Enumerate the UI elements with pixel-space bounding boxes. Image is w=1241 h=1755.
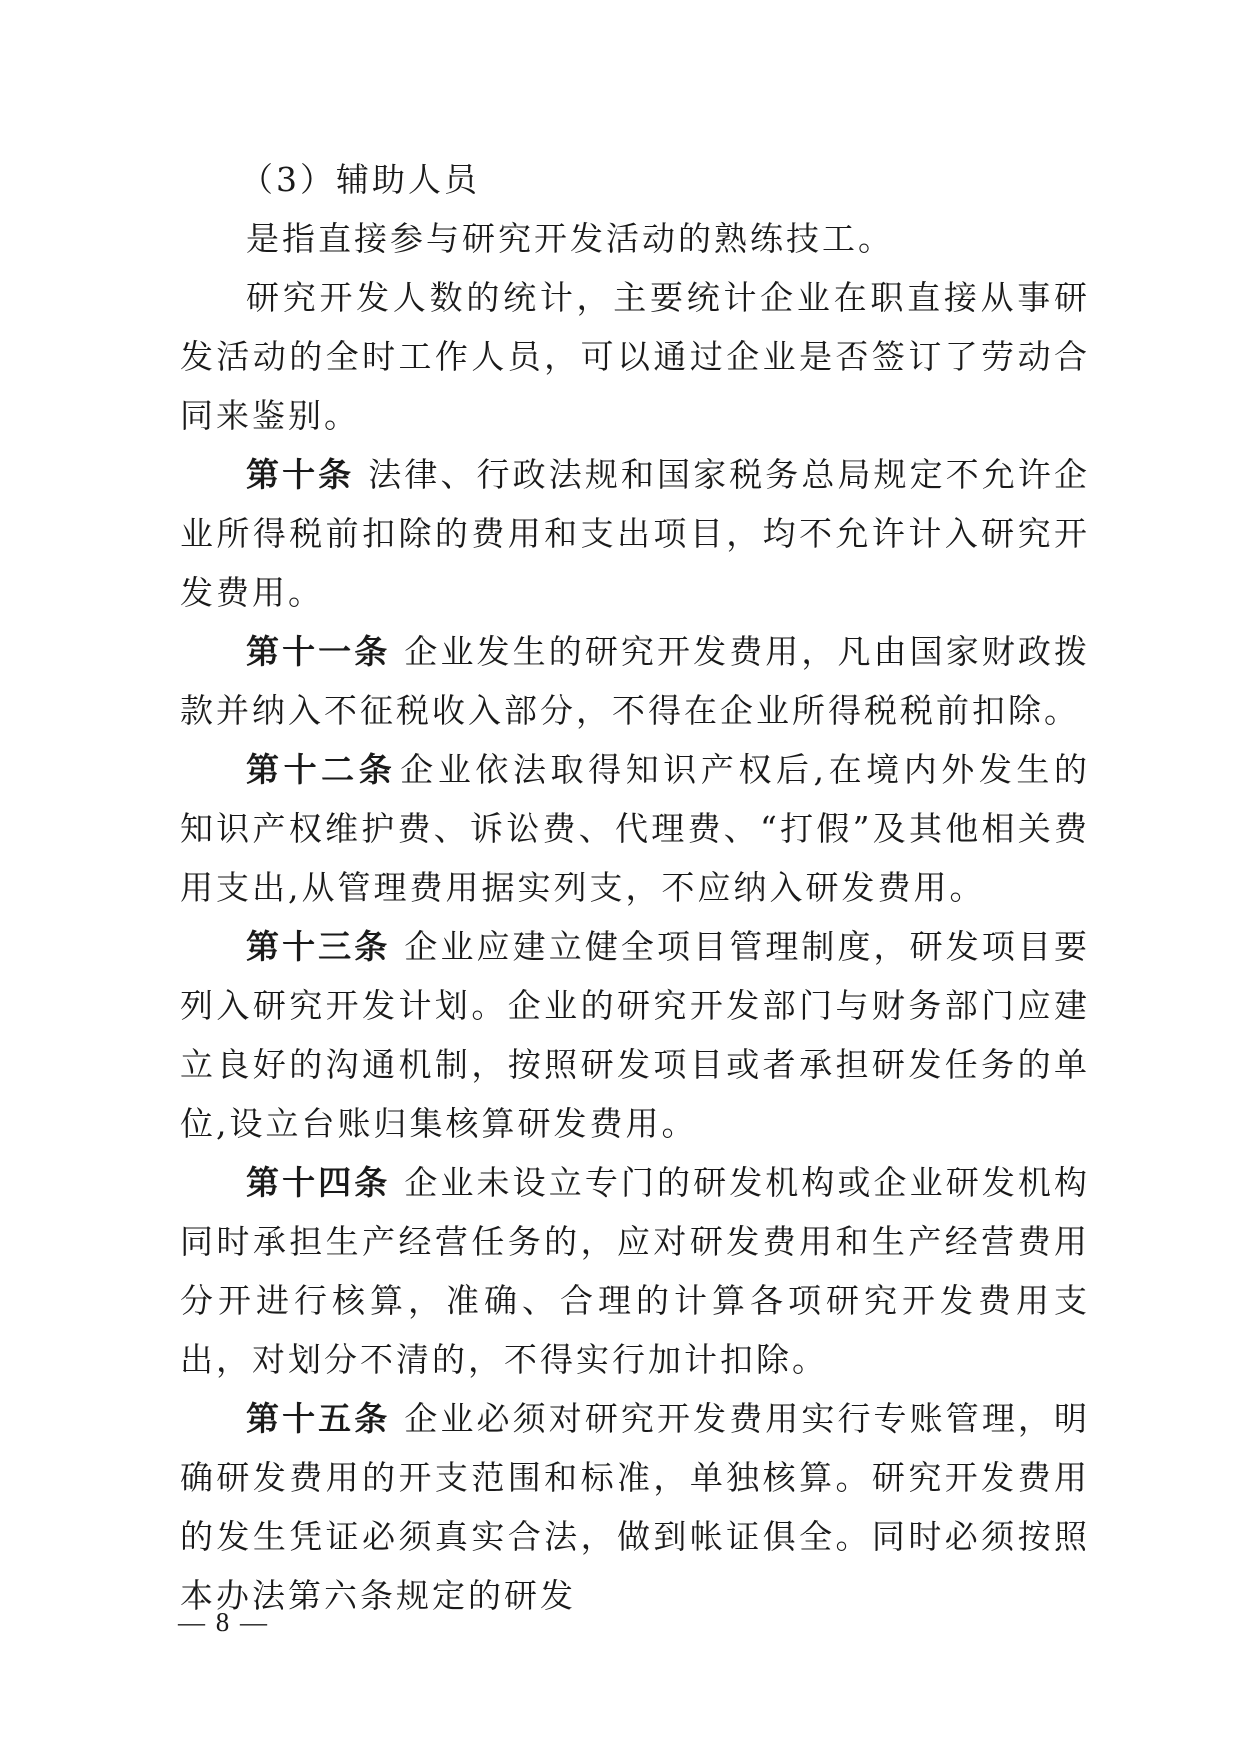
paragraph-text: 是指直接参与研究开发活动的熟练技工。: [246, 219, 894, 258]
article-11: [180, 622, 1090, 740]
article-text: 企业应建立健全项目管理制度，研发项目要列入研究开发计划。企业的研究开发部门与财务部门应建立良好的沟通机制，按照研发项目或者承担研发任务的单位,设立台账归集核算研发费用。: [180, 927, 1091, 1143]
paragraph-text: 研究开发人数的统计，主要统计企业在职直接从事研发活动的全时工作人员，可以通过企业是否签订了劳动合同来鉴别。: [180, 278, 1090, 435]
article-text: 企业依法取得知识产权后,在境内外发生的知识产权维护费、诉讼费、代理费、“打假”及其他相关费用支出,从管理费用据实列支，不应纳入研发费用。: [180, 750, 1090, 907]
article-label: 第十条: [246, 455, 355, 494]
article-text: 法律、行政法规和国家税务总局规定不允许企业所得税前扣除的费用和支出项目，均不允许计入研究开发费用。: [180, 455, 1091, 612]
paragraph-staff-count: [180, 268, 1090, 445]
article-10: [180, 445, 1090, 622]
article-label: 第十五条: [246, 1399, 391, 1438]
article-13: [180, 917, 1090, 1153]
article-label: 第十一条: [246, 632, 391, 671]
paragraph-text: （3）辅助人员: [240, 160, 480, 199]
article-text: 企业必须对研究开发费用实行专账管理，明确研发费用的开支范围和标准，单独核算。研究开发费用的发生凭证必须真实合法，做到帐证俱全。同时必须按照本办法第六条规定的研发: [180, 1399, 1091, 1615]
article-12: [180, 740, 1090, 917]
article-label: 第十二条: [246, 750, 397, 789]
page-number: — 8 —: [178, 1607, 269, 1637]
article-14: [180, 1153, 1090, 1389]
article-15: [180, 1389, 1090, 1625]
article-label: 第十四条: [246, 1163, 391, 1202]
article-text: 企业发生的研究开发费用，凡由国家财政拨款并纳入不征税收入部分，不得在企业所得税税前扣除。: [180, 632, 1091, 730]
paragraph-assistant-staff-definition: [180, 209, 1090, 268]
article-text: 企业未设立专门的研发机构或企业研发机构同时承担生产经营任务的，应对研发费用和生产经营费用分开进行核算，准确、合理的计算各项研究开发费用支出，对划分不清的，不得实行加计扣除。: [180, 1163, 1091, 1379]
document-body: [180, 150, 1090, 1625]
paragraph-assistant-staff-heading: [180, 150, 1090, 209]
article-label: 第十三条: [246, 927, 391, 966]
